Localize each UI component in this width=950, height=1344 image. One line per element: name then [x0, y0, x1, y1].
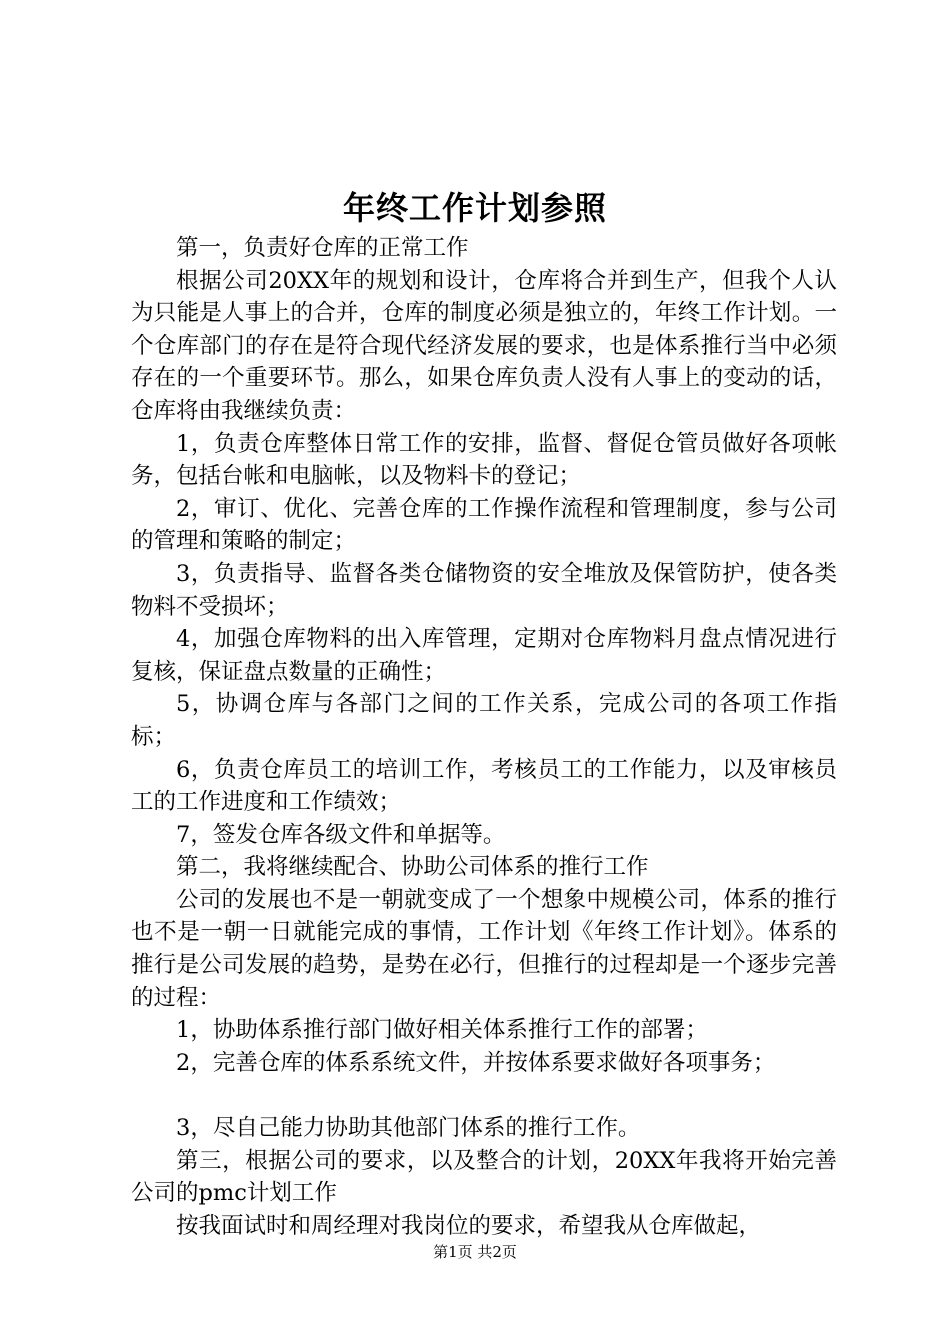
- paragraph-item-6: 6，负责仓库员工的培训工作，考核员工的工作能力，以及审核员工的工作进度和工作绩效；: [131, 756, 837, 816]
- paragraph-item-5: 5，协调仓库与各部门之间的工作关系，完成公司的各项工作指标；: [131, 691, 837, 750]
- paragraph-item-3: 3，负责指导、监督各类仓储物资的安全堆放及保管防护，使各类物料不受损坏；: [131, 560, 837, 620]
- paragraph-item-1: 1，负责仓库整体日常工作的安排，监督、督促仓管员做好各项帐务，包括台帐和电脑帐，以及物料卡的登记；: [131, 430, 837, 490]
- document-title: 年终工作计划参照: [342, 189, 607, 227]
- paragraph-section-1-heading: 第一，负责好仓库的正常工作: [176, 235, 469, 261]
- paragraph-intro-2: 公司的发展也不是一朝就变成了一个想象中规模公司，体系的推行也不是一朝一日就能完成的事情，工作计划《年终工作计划》。体系的推行是公司发展的趋势，是势在必行，但推行的过程却是一个逐步完善的过程：: [131, 886, 837, 1011]
- paragraph-item-7: 7，签发仓库各级文件和单据等。: [176, 821, 506, 848]
- paragraph-intro-1: 根据公司20XX年的规划和设计，仓库将合并到生产，但我个人认为只能是人事上的合并，仓库的制度必须是独立的，年终工作计划。一个仓库部门的存在是符合现代经济发展的要求，也是体系推行当中必须存在的一个重要环节。那么，如果仓库负责人没有人事上的变动的话，仓库将由我继续负责：: [131, 267, 837, 424]
- paragraph-spacer: [131, 1079, 837, 1112]
- paragraph-section-2-heading: 第二，我将继续配合、协助公司体系的推行工作: [176, 854, 649, 881]
- paragraph-item-4: 4，加强仓库物料的出入库管理，定期对仓库物料月盘点情况进行复核，保证盘点数量的正确性；: [131, 626, 837, 685]
- paragraph-section-3-heading: 第三，根据公司的要求，以及整合的计划，20XX年我将开始完善公司的pmc计划工作: [131, 1147, 837, 1207]
- paragraph-item-2: 2，审订、优化、完善仓库的工作操作流程和管理制度，参与公司的管理和策略的制定；: [131, 495, 837, 555]
- paragraph-item-2-3: 3，尽自己能力协助其他部门体系的推行工作。: [176, 1115, 641, 1142]
- paragraph-item-2-2: 2，完善仓库的体系系统文件，并按体系要求做好各项事务；: [176, 1049, 776, 1076]
- page-footer: 第1页 共2页: [433, 1243, 517, 1261]
- paragraph-item-2-1: 1，协助体系推行部门做好相关体系推行工作的部署；: [176, 1017, 708, 1044]
- paragraph-intro-3: 按我面试时和周经理对我岗位的要求，希望我从仓库做起，: [176, 1212, 762, 1239]
- document-body: [131, 232, 837, 1242]
